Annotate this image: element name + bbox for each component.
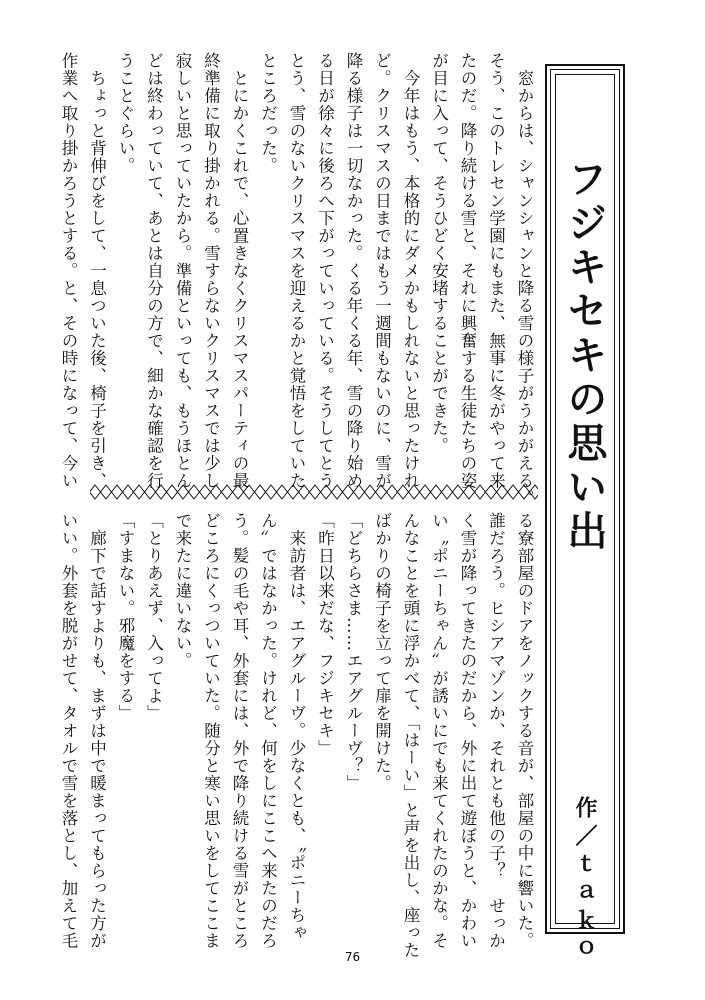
author-credit: 作／ｔａｋｏ — [572, 796, 598, 964]
text-line: そう、このトレセン学園にもまた、無事に冬がやって来 — [486, 52, 506, 490]
divider-diamond — [222, 485, 233, 499]
divider-diamond — [508, 485, 519, 499]
divider-diamond — [431, 485, 442, 499]
divider-diamond — [123, 485, 134, 499]
title-frame — [545, 64, 625, 964]
text-line: 来訪者は、エアグルーヴ。少なくとも、〝ポニーちゃ — [287, 512, 306, 942]
text-line: んなことを頭に浮かべて、「はーい」と声を出し、座った — [401, 512, 420, 959]
text-line: ところだった。 — [258, 52, 278, 175]
text-line: ん〟ではなかった。けれど、何をしにここへ来たのだろ — [258, 512, 278, 950]
divider-diamond — [475, 485, 486, 499]
divider-diamond — [134, 485, 145, 499]
divider-diamond — [365, 485, 376, 499]
divider-diamond — [453, 485, 464, 499]
text-line: で来たに違いない。 — [173, 512, 192, 670]
divider-diamond — [90, 485, 101, 499]
text-line: 「どちらさま……エアグルーヴ？」 — [344, 512, 363, 792]
divider-diamond — [189, 485, 200, 499]
divider-diamond — [310, 485, 321, 499]
divider-diamond — [486, 485, 497, 499]
divider-diamond — [497, 485, 508, 499]
divider-diamond — [442, 485, 453, 499]
text-line: 終準備に取り掛かれる。雪すらないクリスマスでは少し — [201, 52, 221, 490]
divider-diamond — [266, 485, 277, 499]
text-line: たのだ。降り続ける雪と、それに興奮する生徒たちの姿 — [458, 52, 477, 490]
text-line: 作業へ取り掛かろうとする。と、その時になって、今い — [59, 52, 78, 490]
text-line: とう、雪のないクリスマスを迎えるかと覚悟をしていた — [287, 52, 306, 490]
divider-diamond — [409, 485, 420, 499]
page-number: 76 — [344, 950, 361, 964]
divider-diamond — [145, 485, 156, 499]
divider-diamond — [211, 485, 222, 499]
ornamental-divider — [90, 484, 538, 500]
divider-diamond — [354, 485, 365, 499]
divider-diamond — [321, 485, 332, 499]
divider-diamond — [200, 485, 211, 499]
text-line: い〝ポニーちゃん〟が誘いにでも来てくれたのかな。そ — [429, 512, 449, 950]
divider-diamond — [101, 485, 112, 499]
divider-diamond — [233, 485, 244, 499]
text-line: 今年はもう、本格的にダメかもしれないと思ったけれ — [401, 52, 420, 490]
text-line: ばかりの椅子を立って扉を開けた。 — [372, 512, 392, 792]
text-line: く雪が降ってきたのだから、外に出て遊ぼうと、かわい — [458, 512, 477, 950]
divider-diamond — [519, 485, 530, 499]
text-line: うことぐらい。 — [116, 52, 135, 175]
divider-diamond — [376, 485, 387, 499]
text-line: どは終わっていて、あとは自分の方で、細かな確認を行 — [144, 52, 164, 490]
text-line: 廊下で話すよりも、まずは中で暖まってもらった方が — [87, 512, 107, 950]
text-line: が目に入って、そうひどく安堵することができた。 — [429, 52, 449, 455]
text-line: う。髪の毛や耳、外套には、外で降り続ける雪がところ — [230, 512, 249, 950]
divider-diamond — [255, 485, 266, 499]
divider-diamond — [464, 485, 475, 499]
text-line: どころにくっついていた。随分と寒い思いをしてここま — [201, 512, 221, 950]
text-line: ど。クリスマスの日まではもう一週間もないのに、雪が — [372, 52, 392, 490]
divider-diamond — [178, 485, 189, 499]
text-line: とにかくこれで、心置きなくクリスマスパーティの最 — [230, 52, 249, 490]
text-line: 「すまない。邪魔をする」 — [116, 512, 135, 722]
divider-diamond — [288, 485, 299, 499]
body-text-upper — [59, 52, 538, 507]
text-line: 「とりあえず、入ってよ」 — [144, 512, 164, 722]
text-line: 誰だろう。ヒシアマゾンか、それとも他の子？ せっか — [486, 512, 506, 950]
divider-diamond — [420, 485, 431, 499]
divider-diamond — [277, 485, 288, 499]
story-title: フジキセキの思い出 — [561, 158, 607, 554]
divider-diamond — [112, 485, 123, 499]
divider-diamond — [167, 485, 178, 499]
divider-diamond — [398, 485, 409, 499]
divider-diamond — [244, 485, 255, 499]
text-line: る寮部屋のドアをノックする音が、部屋の中に響いた。 — [515, 512, 534, 950]
divider-diamond — [530, 485, 539, 499]
text-line: る日が徐々に後ろへ下がっていっている。そうしてとう — [315, 52, 335, 490]
text-line: ちょっと背伸びをして、一息ついた後、椅子を引き、 — [87, 52, 107, 490]
divider-diamond — [299, 485, 310, 499]
text-line: 降る様子は一切なかった。くる年くる年、雪の降り始め — [344, 52, 363, 490]
text-line: 寂しいと思っていたから。準備といっても、もうほとん — [173, 52, 192, 490]
divider-diamond — [332, 485, 343, 499]
divider-diamond — [387, 485, 398, 499]
divider-diamond — [343, 485, 354, 499]
divider-diamond — [156, 485, 167, 499]
text-line: 「昨日以来だな、フジキセキ」 — [315, 512, 335, 757]
text-line: 窓からは、シャンシャンと降る雪の様子がうかがえる。 — [515, 52, 534, 507]
text-line: いい。外套を脱がせて、タオルで雪を落とし、加えて毛 — [59, 512, 78, 950]
